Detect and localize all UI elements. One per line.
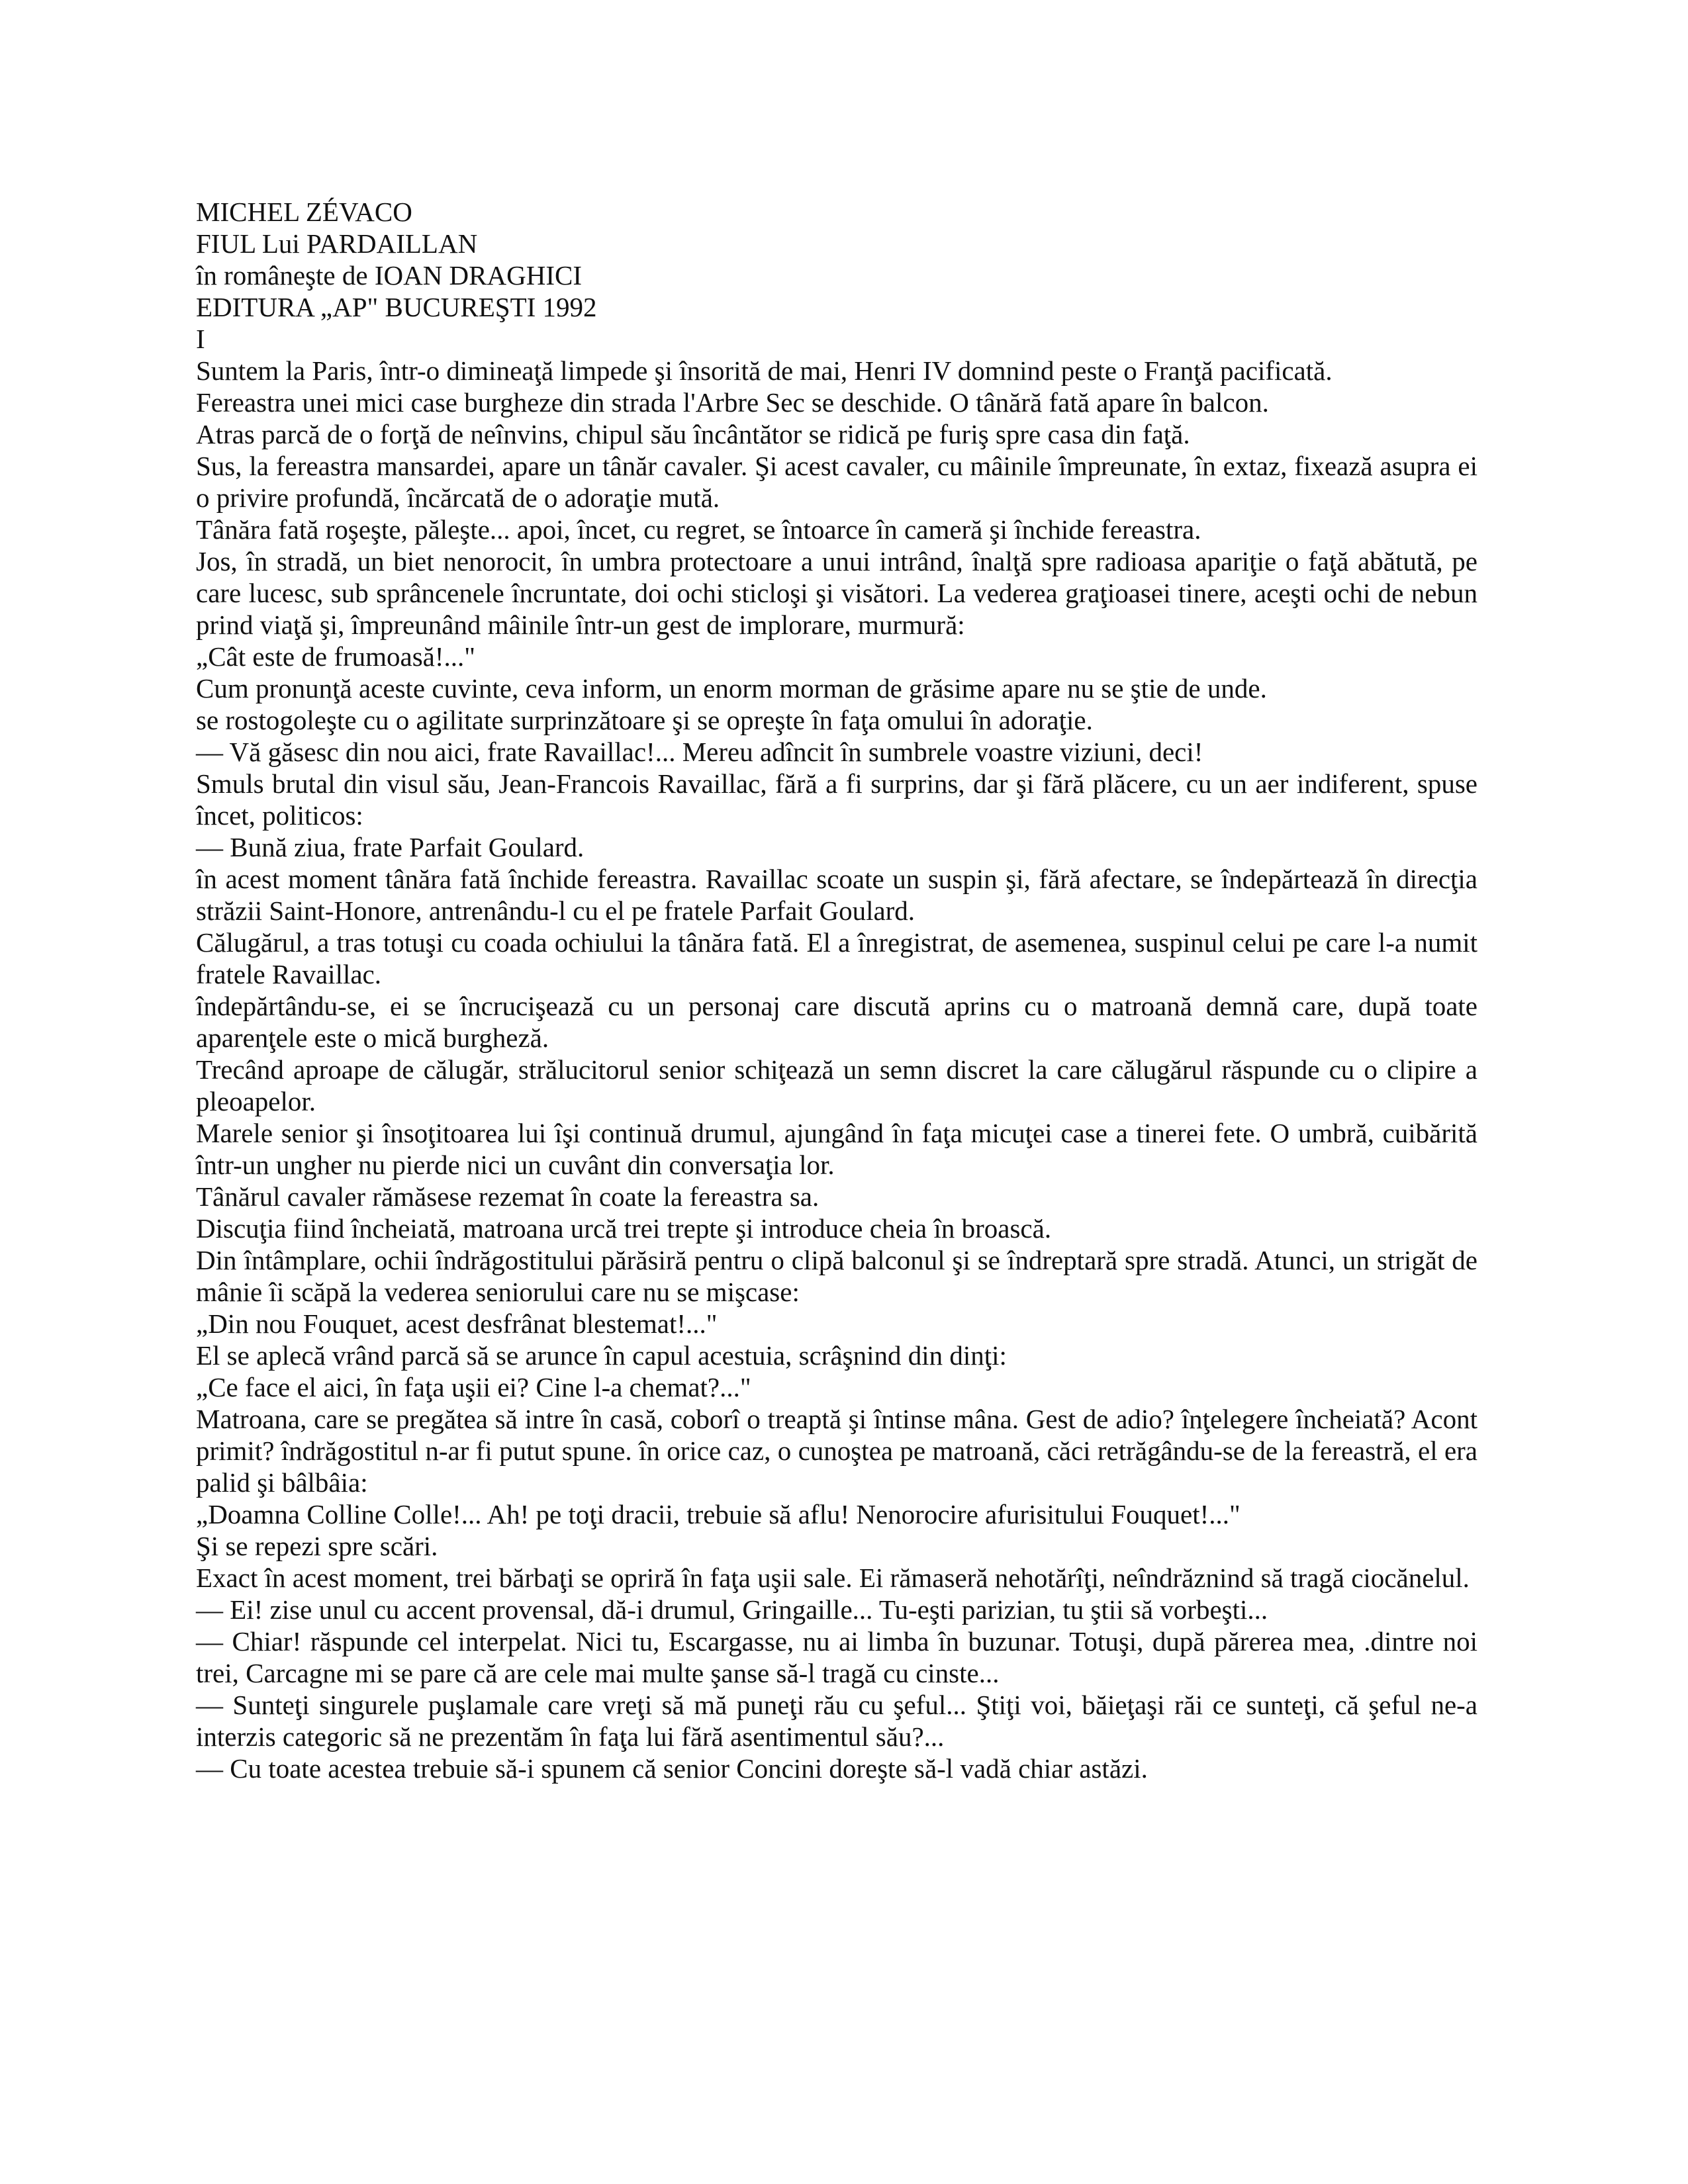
chapter-number: I xyxy=(196,324,205,354)
paragraph: „Cât este de frumoasă!..." xyxy=(196,641,476,672)
paragraph: Tânăra fată roşeşte, păleşte... apoi, încet, cu regret, se întoarce în cameră şi închide fereastra. xyxy=(196,514,1201,545)
paragraph: Sus, la fereastra mansardei, apare un tânăr cavaler. Şi acest cavaler, cu mâinile împreunate, în extaz, fixează asupra ei o privire profundă, încărcată de o adoraţie mută. xyxy=(196,451,1477,513)
paragraph: Călugărul, a tras totuşi cu coada ochiului la tânăra fată. El a înregistrat, de asemenea, suspinul celui pe care l-a numit fratele Ravaillac. xyxy=(196,927,1477,989)
author-name: MICHEL ZÉVACO xyxy=(196,197,412,227)
paragraph: — Chiar! răspunde cel interpelat. Nici tu, Escargasse, nu ai limba în buzunar. Totuşi, după părerea mea, .dintre noi trei, Carcagne mi se pare că are cele mai multe şanse să-l tragă cu cinste... xyxy=(196,1626,1477,1688)
paragraph: Matroana, care se pregătea să intre în casă, coborî o treaptă şi întinse mâna. Gest de adio? înţelegere încheiată? Acont primit? îndrăgostitul n-ar fi putut spune. în orice caz, o cunoştea pe matroană, căci retrăgându-se de la fereastră, el era palid şi bâlbâia: xyxy=(196,1404,1477,1498)
translator-credit: în româneşte de IOAN DRAGHICI xyxy=(196,260,582,291)
paragraph: Cum pronunţă aceste cuvinte, ceva inform, un enorm morman de grăsime apare nu se ştie de unde. xyxy=(196,673,1267,704)
paragraph: — Cu toate acestea trebuie să-i spunem că senior Concini doreşte să-l vadă chiar astăzi. xyxy=(196,1753,1148,1784)
paragraph: Trecând aproape de călugăr, strălucitorul senior schiţează un semn discret la care călugărul răspunde cu o clipire a pleoapelor. xyxy=(196,1054,1477,1116)
paragraph: Jos, în stradă, un biet nenorocit, în umbra protectoare a unui intrând, înalţă spre radioasa apariţie o faţă abătută, pe care lucesc, sub sprâncenele încruntate, doi ochi sticloşi şi visători. La vederea graţioasei tinere, aceşti ochi de nebun prind viaţă şi, împreunând mâinile într-un gest de implorare, murmură: xyxy=(196,546,1477,640)
paragraph: — Vă găsesc din nou aici, frate Ravaillac!... Mereu adîncit în sumbrele voastre viziuni, deci! xyxy=(196,737,1203,767)
paragraph: Suntem la Paris, într-o dimineaţă limpede şi însorită de mai, Henri IV domnind peste o Franţă pacificată. xyxy=(196,355,1333,386)
paragraph: Din întâmplare, ochii îndrăgostitului părăsiră pentru o clipă balconul şi se îndreptară spre stradă. Atunci, un strigăt de mânie îi scăpă la vederea seniorului care nu se mişcase: xyxy=(196,1245,1477,1307)
paragraph: El se aplecă vrând parcă să se arunce în capul acestuia, scrâşnind din dinţi: xyxy=(196,1340,1007,1371)
paragraph: se rostogoleşte cu o agilitate surprinzătoare şi se opreşte în faţa omului în adoraţie. xyxy=(196,705,1093,735)
publisher-line: EDITURA „AP" BUCUREŞTI 1992 xyxy=(196,292,597,322)
paragraph: Discuţia fiind încheiată, matroana urcă trei trepte şi introduce cheia în broască. xyxy=(196,1213,1052,1244)
book-title: FIUL Lui PARDAILLAN xyxy=(196,228,478,259)
paragraph: Smuls brutal din visul său, Jean-Francois Ravaillac, fără a fi surprins, dar şi fără plăcere, cu un aer indiferent, spuse încet, politicos: xyxy=(196,768,1477,831)
document-page xyxy=(196,196,1477,1784)
paragraph: Atras parcă de o forţă de neînvins, chipul său încântător se ridică pe furiş spre casa din faţă. xyxy=(196,419,1190,449)
paragraph: Fereastra unei mici case burgheze din strada l'Arbre Sec se deschide. O tânără fată apare în balcon. xyxy=(196,387,1269,418)
paragraph: — Ei! zise unul cu accent provensal, dă-i drumul, Gringaille... Tu-eşti parizian, tu ştii să vorbeşti... xyxy=(196,1594,1268,1625)
paragraph: Şi se repezi spre scări. xyxy=(196,1531,438,1561)
paragraph: Tânărul cavaler rămăsese rezemat în coate la fereastra sa. xyxy=(196,1181,820,1212)
paragraph: „Ce face el aici, în faţa uşii ei? Cine l-a chemat?..." xyxy=(196,1372,751,1402)
paragraph: — Bună ziua, frate Parfait Goulard. xyxy=(196,832,585,862)
paragraph: în acest moment tânăra fată închide fereastra. Ravaillac scoate un suspin şi, fără afectare, se îndepărtează în direcţia străzii Saint-Honore, antrenându-l cu el pe fratele Parfait Goulard. xyxy=(196,864,1477,926)
paragraph: „Doamna Colline Colle!... Ah! pe toţi dracii, trebuie să aflu! Nenorocire afurisitului Fouquet!..." xyxy=(196,1499,1241,1529)
paragraph: îndepărtându-se, ei se încrucişează cu un personaj care discută aprins cu o matroană demnă care, după toate aparenţele este o mică burgheză. xyxy=(196,991,1477,1053)
paragraph: Marele senior şi însoţitoarea lui îşi continuă drumul, ajungând în faţa micuţei case a tinerei fete. O umbră, cuibărită într-un ungher nu pierde nici un cuvânt din conversaţia lor. xyxy=(196,1118,1477,1180)
paragraph: — Sunteţi singurele puşlamale care vreţi să mă puneţi rău cu şeful... Ştiţi voi, băieţaşi răi ce sunteţi, că şeful ne-a interzis categoric să ne prezentăm în faţa lui fără asentimentul său?... xyxy=(196,1690,1477,1752)
paragraph: Exact în acest moment, trei bărbaţi se opriră în faţa uşii sale. Ei rămaseră nehotărîţi, neîndrăznind să tragă ciocănelul. xyxy=(196,1563,1470,1593)
paragraph: „Din nou Fouquet, acest desfrânat blestemat!..." xyxy=(196,1308,718,1339)
